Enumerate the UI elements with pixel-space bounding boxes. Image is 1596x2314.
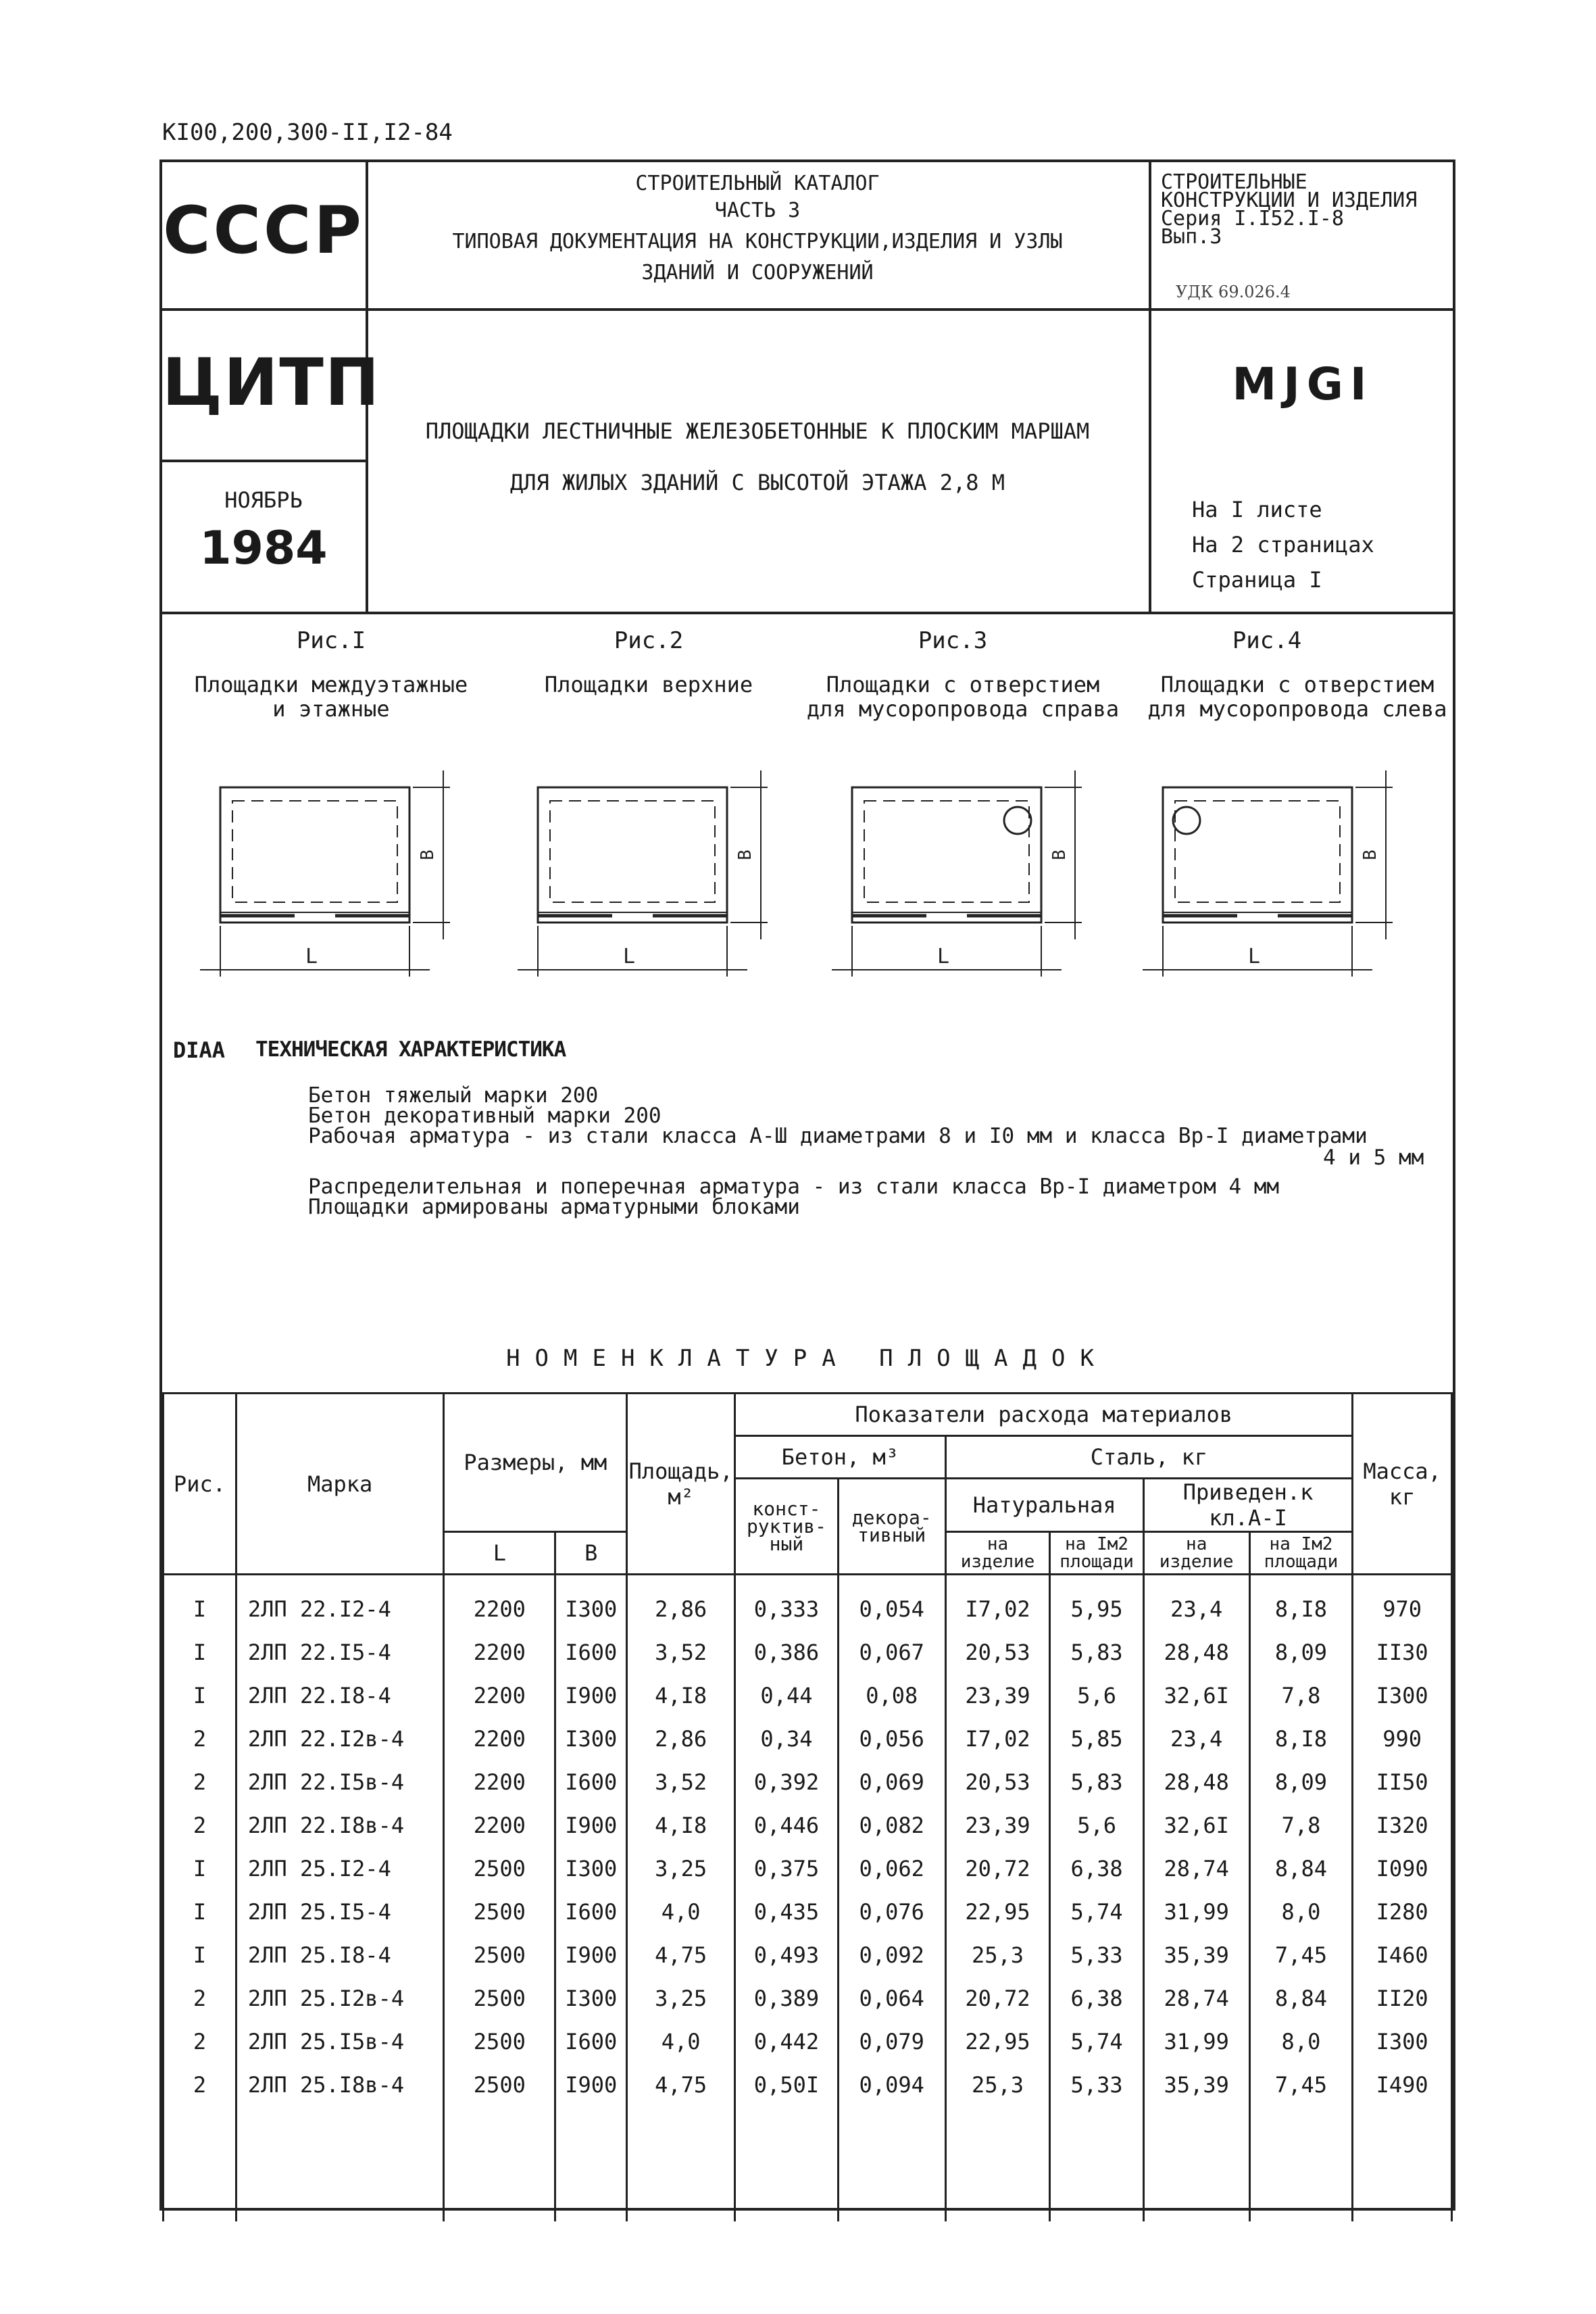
header-reduced: Приведен.к кл.А-I bbox=[1143, 1479, 1352, 1532]
empty-cell bbox=[164, 2107, 236, 2221]
cell-steel-item: 22,95 bbox=[945, 1890, 1050, 1934]
header-steel: Сталь, кг bbox=[945, 1436, 1353, 1479]
caption-line: Площадки с отверстием bbox=[826, 672, 1100, 697]
cell-L: 2500 bbox=[444, 1934, 555, 1977]
cell-mark: 2ЛП 25.I2в-4 bbox=[236, 1977, 443, 2020]
cell-steel-item: 20,72 bbox=[945, 1847, 1050, 1890]
cell-steel-item: 20,72 bbox=[945, 1977, 1050, 2020]
cell-mass: I490 bbox=[1353, 2063, 1452, 2107]
header-L: L bbox=[444, 1532, 555, 1575]
header-decorative: декора-тивный bbox=[838, 1479, 945, 1575]
cell-fig: I bbox=[164, 1674, 236, 1717]
caption-line: для мусоропровода слева bbox=[1147, 696, 1447, 722]
catalog-line: СТРОИТЕЛЬНЫЙ КАТАЛОГ bbox=[635, 172, 880, 195]
catalog-title bbox=[368, 170, 1147, 287]
sheet-line: На I листе bbox=[1192, 497, 1322, 522]
document-code: КI00,200,300-II,I2-84 bbox=[162, 119, 453, 146]
cell-B: I900 bbox=[555, 1934, 627, 1977]
cell-area: 3,52 bbox=[627, 1761, 735, 1804]
cell-B: I600 bbox=[555, 2020, 627, 2063]
tech-line: Бетон декоративный марки 200 bbox=[308, 1104, 662, 1128]
cell-mark: 2ЛП 25.I8-4 bbox=[236, 1934, 443, 1977]
cell-L: 2500 bbox=[444, 1890, 555, 1934]
cell-steel-m2: 5,74 bbox=[1050, 1890, 1143, 1934]
caption-line: для мусоропровода справа bbox=[806, 696, 1120, 722]
cell-mark: 2ЛП 22.I5-4 bbox=[236, 1631, 443, 1674]
cell-fig: I bbox=[164, 1890, 236, 1934]
empty-cell bbox=[838, 2107, 945, 2221]
cell-steel-m2: 5,95 bbox=[1050, 1575, 1143, 1631]
cell-B: I600 bbox=[555, 1761, 627, 1804]
cell-steel-item: 20,53 bbox=[945, 1631, 1050, 1674]
cell-reduced-m2: 7,8 bbox=[1249, 1804, 1353, 1847]
cell-fig: 2 bbox=[164, 1717, 236, 1761]
cell-B: I600 bbox=[555, 1631, 627, 1674]
dimension-label-b: B bbox=[418, 850, 438, 860]
header-concrete: Бетон, м³ bbox=[735, 1436, 946, 1479]
header-area: Площадь, м² bbox=[627, 1394, 735, 1575]
cell-area: 4,0 bbox=[627, 1890, 735, 1934]
cell-L: 2500 bbox=[444, 1847, 555, 1890]
cell-reduced-m2: 8,09 bbox=[1249, 1761, 1353, 1804]
series-info bbox=[1161, 170, 1451, 249]
cell-concrete-structural: 0,493 bbox=[735, 1934, 839, 1977]
cell-steel-m2: 6,38 bbox=[1050, 1847, 1143, 1890]
cell-reduced-item: 32,6I bbox=[1143, 1674, 1249, 1717]
landing-plan-figure bbox=[1143, 770, 1393, 977]
landing-plan-figure bbox=[200, 770, 450, 977]
table-title: НОМЕНКЛАТУРА ПЛОЩАДОК bbox=[506, 1345, 1109, 1372]
header-mark: Марка bbox=[236, 1394, 443, 1575]
cell-fig: 2 bbox=[164, 1977, 236, 2020]
cell-mark: 2ЛП 22.I2в-4 bbox=[236, 1717, 443, 1761]
table-row bbox=[164, 1890, 1452, 1934]
sheet-line: Страница I bbox=[1192, 567, 1322, 593]
cell-area: 4,I8 bbox=[627, 1674, 735, 1717]
series-line: Серия I.I52.I-8 bbox=[1161, 207, 1344, 230]
cell-mark: 2ЛП 22.I8в-4 bbox=[236, 1804, 443, 1847]
cell-concrete-decorative: 0,076 bbox=[838, 1890, 945, 1934]
cell-concrete-decorative: 0,082 bbox=[838, 1804, 945, 1847]
cell-B: I600 bbox=[555, 1890, 627, 1934]
header-structural: конст-руктив-ный bbox=[735, 1479, 839, 1575]
caption-line: и этажные bbox=[272, 696, 390, 722]
divider bbox=[159, 308, 1455, 311]
cell-mark: 2ЛП 25.I2-4 bbox=[236, 1847, 443, 1890]
divider bbox=[159, 612, 1455, 614]
cell-concrete-decorative: 0,067 bbox=[838, 1631, 945, 1674]
table-spacer bbox=[164, 2107, 1452, 2221]
cell-steel-item: 20,53 bbox=[945, 1761, 1050, 1804]
cell-area: 4,0 bbox=[627, 2020, 735, 2063]
table-row bbox=[164, 1761, 1452, 1804]
dimension-label-l: L bbox=[305, 945, 318, 968]
landing-inner-contour bbox=[550, 801, 715, 902]
tech-line: Бетон тяжелый марки 200 bbox=[308, 1083, 599, 1108]
cell-L: 2200 bbox=[444, 1575, 555, 1631]
cell-mass: I300 bbox=[1353, 1674, 1452, 1717]
table-row bbox=[164, 1977, 1452, 2020]
cell-L: 2500 bbox=[444, 2063, 555, 2107]
cell-steel-item: 25,3 bbox=[945, 1934, 1050, 1977]
cell-mark: 2ЛП 22.I8-4 bbox=[236, 1674, 443, 1717]
empty-cell bbox=[1050, 2107, 1143, 2221]
cell-mass: I320 bbox=[1353, 1804, 1452, 1847]
catalog-line: ЗДАНИЙ И СООРУЖЕНИЙ bbox=[641, 261, 874, 285]
landing-plan-figure bbox=[518, 770, 768, 977]
cell-area: 3,52 bbox=[627, 1631, 735, 1674]
empty-cell bbox=[735, 2107, 839, 2221]
cell-mass: I090 bbox=[1353, 1847, 1452, 1890]
table-row bbox=[164, 1717, 1452, 1761]
landing-inner-contour bbox=[232, 801, 397, 902]
cell-mark: 2ЛП 25.I5в-4 bbox=[236, 2020, 443, 2063]
cell-fig: 2 bbox=[164, 2020, 236, 2063]
cell-steel-m2: 5,83 bbox=[1050, 1631, 1143, 1674]
cell-reduced-m2: 7,45 bbox=[1249, 1934, 1353, 1977]
tech-line: Рабочая арматура - из стали класса А-Ш диаметрами 8 и I0 мм и класса Вр-I диаметрами bbox=[308, 1124, 1368, 1148]
cell-steel-item: 25,3 bbox=[945, 2063, 1050, 2107]
cell-reduced-item: 35,39 bbox=[1143, 2063, 1249, 2107]
cell-L: 2500 bbox=[444, 1977, 555, 2020]
refuse-chute-hole bbox=[1004, 807, 1031, 834]
empty-cell bbox=[945, 2107, 1050, 2221]
issue-year: 1984 bbox=[199, 522, 328, 575]
tech-line: 4 и 5 мм bbox=[1323, 1146, 1424, 1170]
cell-concrete-decorative: 0,064 bbox=[838, 1977, 945, 2020]
cell-concrete-structural: 0,442 bbox=[735, 2020, 839, 2063]
cell-concrete-structural: 0,34 bbox=[735, 1717, 839, 1761]
title-line: ПЛОЩАДКИ ЛЕСТНИЧНЫЕ ЖЕЛЕЗОБЕТОННЫЕ К ПЛОСКИМ МАРШАМ bbox=[425, 418, 1090, 444]
figure-4-label: Рис.4 bbox=[1232, 627, 1302, 654]
cell-mark: 2ЛП 22.I2-4 bbox=[236, 1575, 443, 1631]
cell-concrete-structural: 0,446 bbox=[735, 1804, 839, 1847]
cell-reduced-m2: 8,84 bbox=[1249, 1977, 1353, 2020]
cell-B: I900 bbox=[555, 1804, 627, 1847]
cell-reduced-item: 23,4 bbox=[1143, 1575, 1249, 1631]
header-per-item-reduced: на изделие bbox=[1143, 1532, 1249, 1575]
cell-reduced-item: 23,4 bbox=[1143, 1717, 1249, 1761]
cell-reduced-item: 32,6I bbox=[1143, 1804, 1249, 1847]
table-row bbox=[164, 1674, 1452, 1717]
cell-concrete-structural: 0,392 bbox=[735, 1761, 839, 1804]
cell-steel-m2: 5,74 bbox=[1050, 2020, 1143, 2063]
cell-B: I300 bbox=[555, 1575, 627, 1631]
cell-concrete-decorative: 0,062 bbox=[838, 1847, 945, 1890]
dimension-label-l: L bbox=[622, 945, 636, 968]
series-line: КОНСТРУКЦИИ И ИЗДЕЛИЯ bbox=[1161, 189, 1418, 212]
cell-concrete-decorative: 0,056 bbox=[838, 1717, 945, 1761]
cell-steel-m2: 5,33 bbox=[1050, 1934, 1143, 1977]
cell-reduced-m2: 8,09 bbox=[1249, 1631, 1353, 1674]
series-line: Вып.3 bbox=[1161, 225, 1222, 249]
document-title bbox=[368, 405, 1147, 508]
empty-cell bbox=[236, 2107, 443, 2221]
cell-area: 2,86 bbox=[627, 1575, 735, 1631]
cell-mass: II20 bbox=[1353, 1977, 1452, 2020]
cell-area: 4,75 bbox=[627, 1934, 735, 1977]
header-indicators: Показатели расхода материалов bbox=[735, 1394, 1353, 1436]
cell-B: I300 bbox=[555, 1847, 627, 1890]
cell-mass: I300 bbox=[1353, 2020, 1452, 2063]
dimension-label-l: L bbox=[937, 945, 950, 968]
title-line: ДЛЯ ЖИЛЫХ ЗДАНИЙ С ВЫСОТОЙ ЭТАЖА 2,8 М bbox=[509, 470, 1005, 495]
tech-heading: ТЕХНИЧЕСКАЯ ХАРАКТЕРИСТИКА bbox=[255, 1037, 566, 1062]
cell-concrete-decorative: 0,079 bbox=[838, 2020, 945, 2063]
cell-reduced-item: 35,39 bbox=[1143, 1934, 1249, 1977]
header-per-item: на изделие bbox=[945, 1532, 1050, 1575]
cell-concrete-structural: 0,435 bbox=[735, 1890, 839, 1934]
cell-B: I300 bbox=[555, 1717, 627, 1761]
figure-drawings bbox=[159, 770, 1455, 987]
cell-concrete-decorative: 0,054 bbox=[838, 1575, 945, 1631]
figure-1-label: Рис.I bbox=[296, 627, 366, 654]
cell-B: I900 bbox=[555, 2063, 627, 2107]
org-ussr: СССР bbox=[163, 193, 364, 268]
cell-reduced-item: 28,48 bbox=[1143, 1761, 1249, 1804]
sheet-line: На 2 страницах bbox=[1192, 532, 1374, 558]
cell-mass: 970 bbox=[1353, 1575, 1452, 1631]
cell-mass: II50 bbox=[1353, 1761, 1452, 1804]
cell-steel-m2: 5,6 bbox=[1050, 1804, 1143, 1847]
empty-cell bbox=[1249, 2107, 1353, 2221]
empty-cell bbox=[627, 2107, 735, 2221]
cell-concrete-structural: 0,386 bbox=[735, 1631, 839, 1674]
udk-code: УДК 69.026.4 bbox=[1176, 282, 1291, 301]
cell-steel-m2: 5,33 bbox=[1050, 2063, 1143, 2107]
cell-fig: I bbox=[164, 1575, 236, 1631]
cell-mark: 2ЛП 22.I5в-4 bbox=[236, 1761, 443, 1804]
cell-area: 2,86 bbox=[627, 1717, 735, 1761]
sheet-info bbox=[1192, 492, 1374, 597]
cell-area: 3,25 bbox=[627, 1847, 735, 1890]
cell-L: 2200 bbox=[444, 1804, 555, 1847]
cell-steel-item: 22,95 bbox=[945, 2020, 1050, 2063]
cell-concrete-structural: 0,333 bbox=[735, 1575, 839, 1631]
org-citp: ЦИТП bbox=[162, 345, 381, 420]
series-line: СТРОИТЕЛЬНЫЕ bbox=[1161, 170, 1307, 194]
cell-reduced-m2: 8,I8 bbox=[1249, 1717, 1353, 1761]
table-row bbox=[164, 2020, 1452, 2063]
figure-2-caption bbox=[520, 672, 777, 697]
cell-steel-m2: 6,38 bbox=[1050, 1977, 1143, 2020]
empty-cell bbox=[1143, 2107, 1249, 2221]
cell-concrete-structural: 0,50I bbox=[735, 2063, 839, 2107]
cell-concrete-decorative: 0,08 bbox=[838, 1674, 945, 1717]
cell-fig: 2 bbox=[164, 2063, 236, 2107]
cell-reduced-item: 28,48 bbox=[1143, 1631, 1249, 1674]
empty-cell bbox=[555, 2107, 627, 2221]
cell-fig: 2 bbox=[164, 1761, 236, 1804]
header-mass: Масса, кг bbox=[1353, 1394, 1452, 1575]
empty-cell bbox=[1353, 2107, 1452, 2221]
cell-reduced-item: 31,99 bbox=[1143, 2020, 1249, 2063]
table-row bbox=[164, 1631, 1452, 1674]
empty-cell bbox=[444, 2107, 555, 2221]
cell-steel-m2: 5,6 bbox=[1050, 1674, 1143, 1717]
dimension-label-b: B bbox=[1049, 850, 1070, 860]
caption-line: Площадки верхние bbox=[544, 672, 753, 697]
figure-3-caption bbox=[801, 672, 1125, 721]
cell-reduced-m2: 8,I8 bbox=[1249, 1575, 1353, 1631]
cell-L: 2200 bbox=[444, 1631, 555, 1674]
cell-reduced-m2: 8,84 bbox=[1249, 1847, 1353, 1890]
header-dims: Размеры, мм bbox=[444, 1394, 627, 1532]
cell-concrete-structural: 0,375 bbox=[735, 1847, 839, 1890]
cell-mark: 2ЛП 25.I8в-4 bbox=[236, 2063, 443, 2107]
cell-fig: I bbox=[164, 1934, 236, 1977]
table-row bbox=[164, 1847, 1452, 1890]
caption-line: Площадки междуэтажные bbox=[194, 672, 468, 697]
catalog-line: ТИПОВАЯ ДОКУМЕНТАЦИЯ НА КОНСТРУКЦИИ,ИЗДЕЛИЯ И УЗЛЫ bbox=[452, 230, 1063, 253]
cell-concrete-structural: 0,389 bbox=[735, 1977, 839, 2020]
cell-L: 2200 bbox=[444, 1761, 555, 1804]
divider bbox=[159, 460, 366, 462]
cell-reduced-item: 31,99 bbox=[1143, 1890, 1249, 1934]
tech-line: Площадки армированы арматурными блоками bbox=[308, 1195, 800, 1219]
cell-area: 4,75 bbox=[627, 2063, 735, 2107]
caption-line: Площадки с отверстием bbox=[1160, 672, 1435, 697]
catalog-code: МJGI bbox=[1232, 358, 1374, 410]
dimension-label-b: B bbox=[1360, 850, 1380, 860]
cell-steel-item: I7,02 bbox=[945, 1717, 1050, 1761]
header-per-m2: на Iм2 площади bbox=[1050, 1532, 1143, 1575]
cell-L: 2200 bbox=[444, 1674, 555, 1717]
figure-1-caption bbox=[172, 672, 490, 721]
tech-line: Распределительная и поперечная арматура - из стали класса Вр-I диаметром 4 мм bbox=[308, 1175, 1280, 1199]
cell-reduced-item: 28,74 bbox=[1143, 1847, 1249, 1890]
table-row bbox=[164, 1934, 1452, 1977]
cell-area: 4,I8 bbox=[627, 1804, 735, 1847]
catalog-line: ЧАСТЬ 3 bbox=[714, 199, 801, 222]
cell-mass: I460 bbox=[1353, 1934, 1452, 1977]
cell-B: I900 bbox=[555, 1674, 627, 1717]
cell-area: 3,25 bbox=[627, 1977, 735, 2020]
figure-2-label: Рис.2 bbox=[614, 627, 684, 654]
refuse-chute-hole bbox=[1173, 807, 1200, 834]
cell-L: 2500 bbox=[444, 2020, 555, 2063]
cell-steel-item: 23,39 bbox=[945, 1804, 1050, 1847]
landing-plan-figure bbox=[832, 770, 1082, 977]
cell-fig: I bbox=[164, 1847, 236, 1890]
header-per-m2-reduced: на Iм2 площади bbox=[1249, 1532, 1353, 1575]
nomenclature-table bbox=[162, 1392, 1453, 2221]
header-natural: Натуральная bbox=[945, 1479, 1143, 1532]
header-B: В bbox=[555, 1532, 627, 1575]
cell-mass: 990 bbox=[1353, 1717, 1452, 1761]
table-row bbox=[164, 2063, 1452, 2107]
issue-month: НОЯБРЬ bbox=[224, 487, 303, 513]
cell-L: 2200 bbox=[444, 1717, 555, 1761]
cell-reduced-m2: 7,8 bbox=[1249, 1674, 1353, 1717]
header-fig: Рис. bbox=[164, 1394, 236, 1575]
cell-reduced-m2: 7,45 bbox=[1249, 2063, 1353, 2107]
cell-fig: 2 bbox=[164, 1804, 236, 1847]
figure-3-label: Рис.3 bbox=[918, 627, 988, 654]
table-row bbox=[164, 1804, 1452, 1847]
cell-mass: I280 bbox=[1353, 1890, 1452, 1934]
cell-steel-item: 23,39 bbox=[945, 1674, 1050, 1717]
table-row bbox=[164, 1575, 1452, 1631]
figure-4-caption bbox=[1142, 672, 1453, 721]
cell-reduced-m2: 8,0 bbox=[1249, 1890, 1353, 1934]
dimension-label-l: L bbox=[1247, 945, 1261, 968]
cell-reduced-item: 28,74 bbox=[1143, 1977, 1249, 2020]
cell-concrete-decorative: 0,094 bbox=[838, 2063, 945, 2107]
cell-reduced-m2: 8,0 bbox=[1249, 2020, 1353, 2063]
cell-concrete-decorative: 0,092 bbox=[838, 1934, 945, 1977]
cell-B: I300 bbox=[555, 1977, 627, 2020]
dimension-label-b: B bbox=[735, 850, 755, 860]
cell-steel-m2: 5,83 bbox=[1050, 1761, 1143, 1804]
cell-steel-m2: 5,85 bbox=[1050, 1717, 1143, 1761]
cell-fig: I bbox=[164, 1631, 236, 1674]
cell-mark: 2ЛП 25.I5-4 bbox=[236, 1890, 443, 1934]
cell-concrete-decorative: 0,069 bbox=[838, 1761, 945, 1804]
tech-code: DIAA bbox=[173, 1037, 226, 1063]
cell-mass: II30 bbox=[1353, 1631, 1452, 1674]
cell-steel-item: I7,02 bbox=[945, 1575, 1050, 1631]
cell-concrete-structural: 0,44 bbox=[735, 1674, 839, 1717]
